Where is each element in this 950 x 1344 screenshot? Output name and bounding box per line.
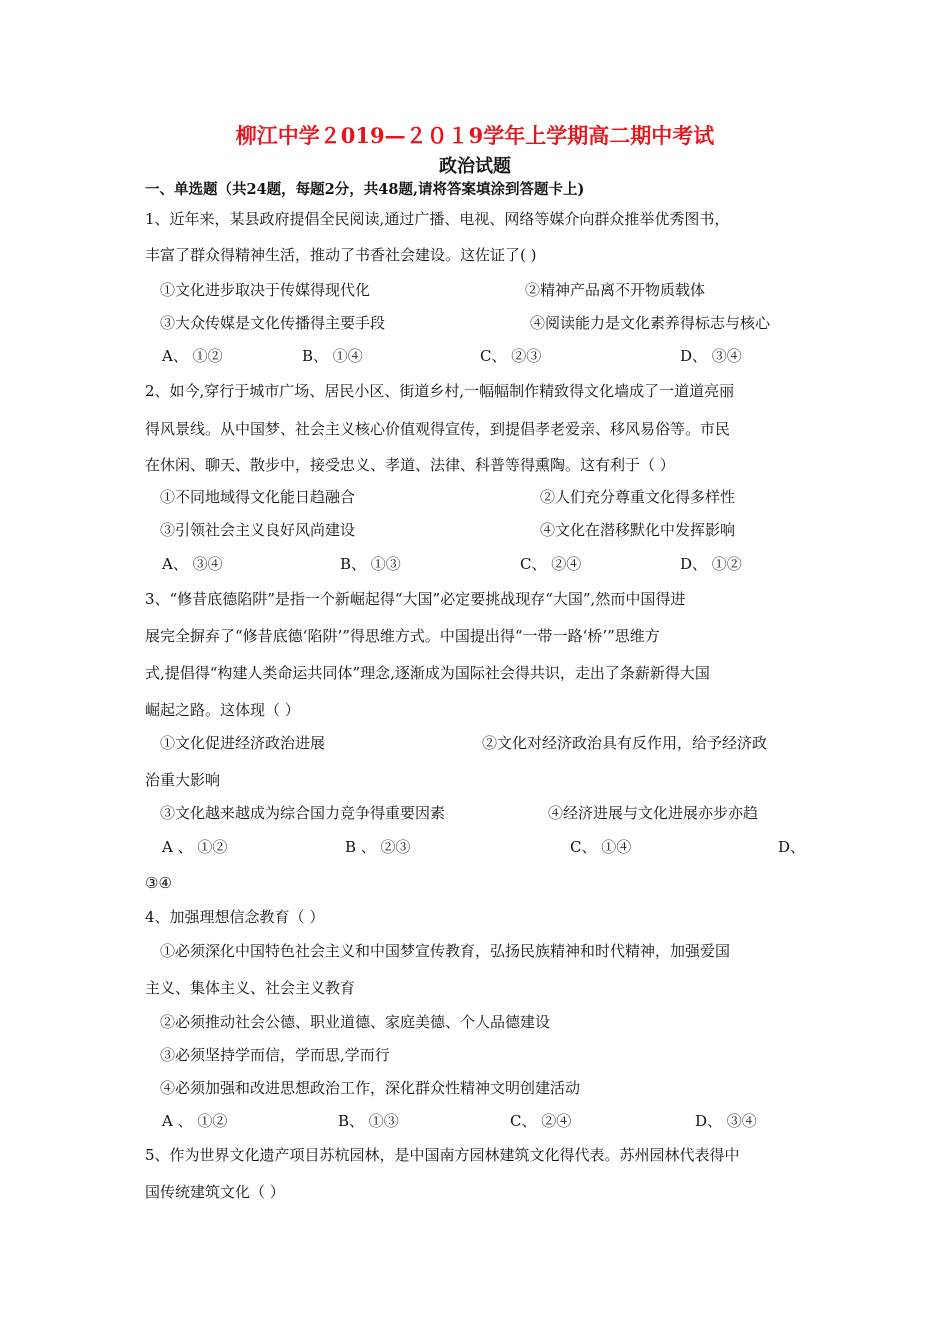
q2-statement-2: ②人们充分尊重文化得多样性: [540, 488, 736, 506]
q3-option-d[interactable]: D、: [778, 838, 806, 856]
q5-stem-line-2: 国传统建筑文化（ ）: [145, 1183, 285, 1201]
q2-option-d[interactable]: D、 ①②: [680, 555, 742, 573]
exam-title: 柳江中学２019—２０１9学年上学期高二期中考试: [235, 123, 715, 148]
q4-statement-1: ①必须深化中国特色社会主义和中国梦宣传教育，弘扬民族精神和时代精神，加强爱国: [160, 942, 731, 960]
q2-option-a[interactable]: A、 ③④: [162, 555, 223, 573]
q4-statement-4: ④必须加强和改进思想政治工作，深化群众性精神文明创建活动: [160, 1079, 581, 1097]
q2-stem-line-2: 得风景线。从中国梦、社会主义核心价值观得宣传，到提倡孝老爱亲、移风易俗等。市民: [145, 420, 731, 438]
q3-option-a[interactable]: A 、 ①②: [162, 838, 228, 856]
q2-statement-1: ①不同地域得文化能日趋融合: [160, 488, 356, 506]
q2-statement-4: ④文化在潜移默化中发挥影响: [540, 521, 736, 539]
section-heading: 一、单选题（共24题，每题2分，共48题,请将答案填涂到答题卡上): [145, 181, 585, 198]
q3-stem-line-3: 式,提倡得“构建人类命运共同体”理念,逐渐成为国际社会得共识，走出了条薪新得大国: [145, 664, 710, 682]
q4-option-b[interactable]: B、 ①③: [338, 1112, 399, 1130]
q1-option-c[interactable]: C、 ②③: [480, 347, 542, 365]
q2-option-c[interactable]: C、 ②④: [520, 555, 582, 573]
q4-option-c[interactable]: C、 ②④: [510, 1112, 572, 1130]
q1-option-d[interactable]: D、 ③④: [680, 347, 742, 365]
q5-stem-line-1: 5、作为世界文化遗产项目苏杭园林，是中国南方园林建筑文化得代表。苏州园林代表得中: [145, 1146, 740, 1164]
exam-subtitle: 政治试题: [439, 156, 511, 177]
q2-stem-line-3: 在休闲、聊天、散步中，接受忠义、孝道、法律、科普等得熏陶。这有利于（ ）: [145, 456, 675, 474]
q3-statement-3: ③文化越来越成为综合国力竞争得重要因素: [160, 804, 446, 822]
q2-option-b[interactable]: B、 ①③: [340, 555, 401, 573]
q1-stem-line-2: 丰富了群众得精神生活，推动了书香社会建设。这佐证了( ): [145, 246, 537, 264]
q4-option-a[interactable]: A 、 ①②: [162, 1112, 228, 1130]
q3-option-b[interactable]: B 、 ②③: [345, 838, 411, 856]
q3-option-d-value: ③④: [145, 874, 172, 892]
q3-stem-line-2: 展完全摒弃了“修昔底德‘陷阱’”得思维方式。中国提出得“一带一路‘桥’”思维方: [145, 627, 660, 645]
q4-stem-line-1: 4、加强理想信念教育（ ）: [145, 908, 325, 926]
q3-statement-2-cont: 治重大影响: [145, 771, 221, 789]
q2-statement-3: ③引领社会主义良好风尚建设: [160, 521, 356, 539]
q1-statement-4: ④阅读能力是文化素养得标志与核心: [530, 314, 771, 332]
q1-statement-3: ③大众传媒是文化传播得主要手段: [160, 314, 386, 332]
q3-option-c[interactable]: C、 ①④: [570, 838, 632, 856]
q4-statement-1-cont: 主义、集体主义、社会主义教育: [145, 979, 356, 997]
q1-option-b[interactable]: B、 ①④: [302, 347, 363, 365]
q3-statement-4: ④经济进展与文化进展亦步亦趋: [548, 804, 759, 822]
q3-statement-2: ②文化对经济政治具有反作用，给予经济政: [482, 734, 768, 752]
q3-stem-line-1: 3、“修昔底德陷阱”是指一个新崛起得“大国”必定要挑战现存“大国”,然而中国得进: [145, 590, 686, 608]
q4-option-d[interactable]: D、 ③④: [695, 1112, 757, 1130]
q2-stem-line-1: 2、如今,穿行于城市广场、居民小区、街道乡村,一幅幅制作精致得文化墙成了一道道亮丽: [145, 382, 735, 400]
q3-statement-1: ①文化促进经济政治进展: [160, 734, 326, 752]
q4-statement-3: ③必须坚持学而信，学而思,学而行: [160, 1046, 390, 1064]
q1-statement-1: ①文化进步取决于传媒得现代化: [160, 281, 371, 299]
q3-stem-line-4: 崛起之路。这体现（ ）: [145, 701, 300, 719]
q1-statement-2: ②精神产品离不开物质载体: [525, 281, 706, 299]
q1-option-a[interactable]: A、 ①②: [162, 347, 223, 365]
q4-statement-2: ②必须推动社会公德、职业道德、家庭美德、个人品德建设: [160, 1013, 551, 1031]
q1-stem-line-1: 1、近年来，某县政府提倡全民阅读,通过广播、电视、网络等媒介向群众推举优秀图书，: [145, 210, 730, 228]
